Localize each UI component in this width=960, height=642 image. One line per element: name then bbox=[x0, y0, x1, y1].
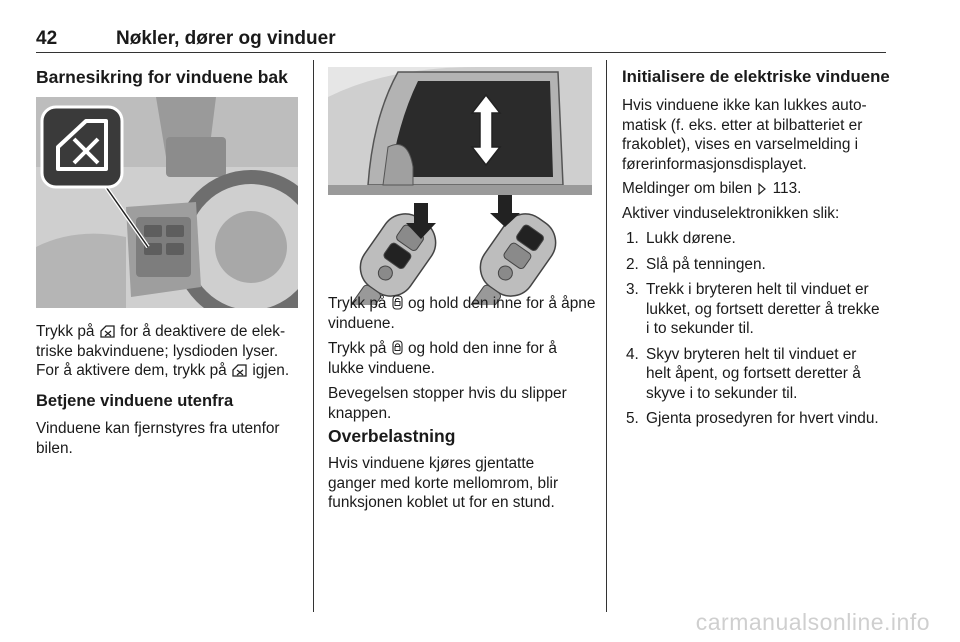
text: skyve i to sekunder til. bbox=[646, 384, 798, 402]
overload-paragraph bbox=[328, 454, 600, 513]
text: Vinduene kan fjernstyres fra utenfor bbox=[36, 420, 280, 437]
text: Meldinger om bilen bbox=[622, 180, 753, 197]
watermark: carmanualsonline.info bbox=[695, 609, 930, 635]
text: lukke vinduene. bbox=[328, 359, 435, 377]
step-number: 2. bbox=[626, 255, 639, 273]
text: igjen. bbox=[252, 362, 290, 379]
text: Trykk på bbox=[36, 323, 95, 340]
child-lock-paragraph bbox=[36, 322, 306, 381]
text: Bevegelsen stopper hvis du slipper bbox=[328, 385, 567, 402]
initialize-intro bbox=[622, 96, 902, 174]
text: vinduene. bbox=[328, 314, 395, 332]
lock-key-button-icon bbox=[392, 340, 403, 355]
child-lock-illustration bbox=[36, 97, 298, 308]
text: helt åpent, og fortsett deretter å bbox=[646, 365, 861, 382]
lock-paragraph bbox=[328, 339, 600, 378]
text: matisk (f. eks. etter at bilbatteriet er bbox=[622, 116, 863, 134]
column-divider-2 bbox=[606, 60, 607, 612]
list-item bbox=[622, 255, 897, 275]
text: og hold den inne for å bbox=[408, 340, 557, 357]
step-number: 3. bbox=[626, 281, 639, 298]
text: frakoblet), vises en varselmelding i bbox=[622, 136, 859, 153]
text: triske bakvinduene; lysdioden lyser. bbox=[36, 342, 279, 360]
unlock-paragraph bbox=[328, 294, 600, 333]
text: Trykk på bbox=[328, 340, 387, 357]
stop-paragraph bbox=[328, 384, 600, 423]
section-heading-child-lock: Barnesikring for vinduene bak bbox=[36, 67, 288, 87]
key-fobs-illustration bbox=[328, 195, 592, 305]
step-number: 5. bbox=[626, 410, 639, 427]
list-item bbox=[622, 409, 897, 429]
text: i to sekunder til. bbox=[646, 320, 754, 337]
header-divider bbox=[36, 52, 886, 53]
page-title: Nøkler, dører og vinduer bbox=[116, 28, 336, 49]
section-heading-overload: Overbelastning bbox=[328, 426, 456, 446]
text: knappen. bbox=[328, 404, 392, 422]
column-divider-1 bbox=[313, 60, 314, 612]
text: 113. bbox=[772, 180, 802, 197]
page-reference-arrow-icon bbox=[757, 183, 767, 195]
text: bilen. bbox=[36, 439, 73, 457]
section-heading-remote-windows: Betjene vinduene utenfra bbox=[36, 392, 234, 410]
text: Trykk på bbox=[328, 295, 387, 312]
text: og hold den inne for å åpne bbox=[408, 295, 596, 312]
window-lock-icon bbox=[100, 325, 115, 338]
step-number: 4. bbox=[626, 345, 639, 363]
text: Hvis vinduene kjøres gjentatte bbox=[328, 455, 535, 472]
unlock-key-button-icon bbox=[392, 295, 403, 310]
text: Trekk i bryteren helt til vinduet er bbox=[646, 281, 869, 298]
text: ganger med korte mellomrom, blir bbox=[328, 474, 559, 492]
remote-windows-paragraph bbox=[36, 419, 306, 458]
text: Lukk dørene. bbox=[646, 230, 736, 247]
initialize-steps-list bbox=[622, 229, 897, 435]
section-heading-initialize: Initialisere de elektriske vinduene bbox=[622, 67, 890, 86]
text: For å aktivere dem, trykk på bbox=[36, 362, 227, 379]
text: førerinformasjonsdisplayet. bbox=[622, 155, 807, 173]
list-item bbox=[622, 280, 897, 339]
list-item bbox=[622, 229, 897, 249]
page-number: 42 bbox=[36, 28, 58, 49]
window-illustration bbox=[328, 67, 592, 195]
text: for å deaktivere de elek- bbox=[120, 323, 286, 340]
text: lukket, og fortsett deretter å trekke bbox=[646, 300, 880, 318]
text: funksjonen koblet ut for en stund. bbox=[328, 494, 555, 511]
text: Hvis vinduene ikke kan lukkes auto- bbox=[622, 97, 867, 114]
text: Gjenta prosedyren for hvert vindu. bbox=[646, 410, 879, 427]
text: Slå på tenningen. bbox=[646, 255, 766, 273]
text: Skyv bryteren helt til vinduet er bbox=[646, 345, 857, 363]
vehicle-messages-reference bbox=[622, 179, 902, 199]
activate-instruction: Aktiver vinduselektronikken slik: bbox=[622, 205, 840, 222]
step-number: 1. bbox=[626, 230, 639, 247]
window-lock-icon bbox=[232, 364, 247, 377]
list-item bbox=[622, 345, 897, 404]
